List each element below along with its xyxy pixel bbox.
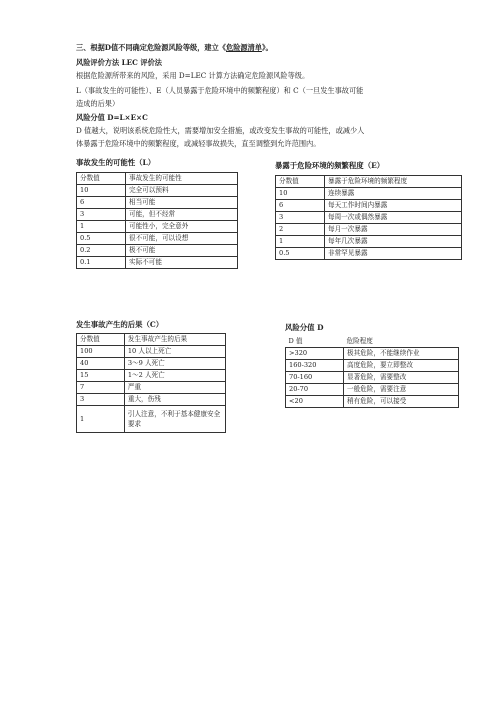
table-row: [77, 370, 226, 382]
table-row: [286, 360, 459, 372]
table-header-row: [286, 336, 459, 348]
d-description-line-1: D 值越大，说明该系统危险性大，需要增加安全措施，或改变发生事故的可能性，或减少人: [76, 126, 365, 135]
cell-score: 10: [77, 185, 126, 197]
cell-desc: 极其危险，不能继续作业: [344, 348, 459, 360]
cell-d-value: 70-160: [286, 372, 344, 384]
cell-desc: 实际不可能: [126, 257, 238, 269]
cell-score: 1: [77, 221, 126, 233]
table-row: [276, 188, 462, 200]
likelihood-table: [76, 172, 238, 269]
cell-desc: 10 人以上死亡: [124, 346, 225, 358]
header-danger-level: 危险程度: [344, 336, 459, 348]
cell-d-value: 160-320: [286, 360, 344, 372]
cell-desc: 稍有危险，可以接受: [344, 396, 459, 408]
header-d-value: D 值: [286, 336, 344, 348]
lec-description-line-1: L（事故发生的可能性）、E（人员暴露于危险环境中的频繁程度）和 C（一旦发生事故可能: [76, 86, 364, 95]
table-row: [77, 346, 226, 358]
table-row: [77, 394, 226, 406]
cell-score: 7: [77, 382, 125, 394]
table-d-title: 风险分值 D: [285, 323, 324, 332]
table-row: [276, 248, 462, 260]
cell-score: 100: [77, 346, 125, 358]
table-row: [286, 372, 459, 384]
cell-score: 3: [77, 394, 125, 406]
cell-desc: 引人注意，不利于基本健康安全要求: [124, 406, 225, 433]
heading-emphasis: 危险源清单: [226, 43, 262, 52]
d-description-line-2: 体暴露于危险环境中的频繁程度，或减轻事故损失，直至调整到允许范围内。: [76, 139, 321, 148]
cell-score: 6: [276, 200, 325, 212]
cell-d-value: 20-70: [286, 384, 344, 396]
cell-d-value: >320: [286, 348, 344, 360]
cell-desc: 严重: [124, 382, 225, 394]
cell-score: 15: [77, 370, 125, 382]
table-row: [77, 197, 238, 209]
table-row: [276, 224, 462, 236]
cell-desc: 3～9 人死亡: [124, 358, 225, 370]
cell-desc: 重大，伤残: [124, 394, 225, 406]
cell-desc: 非常罕见暴露: [325, 248, 462, 260]
cell-desc: 可能，但不经常: [126, 209, 238, 221]
formula-title: 风险分值 D=L×E×C: [76, 113, 148, 122]
header-score: 分数值: [276, 176, 325, 188]
table-row: [77, 221, 238, 233]
table-row: [77, 406, 226, 433]
table-header-row: [77, 334, 226, 346]
cell-desc: 极不可能: [126, 245, 238, 257]
header-score: 分数值: [77, 173, 126, 185]
cell-score: 0.2: [77, 245, 126, 257]
table-l-title: 事故发生的可能性（L）: [76, 158, 156, 167]
table-row: [77, 245, 238, 257]
cell-score: 1: [276, 236, 325, 248]
header-consequence: 发生事故产生的后果: [124, 334, 225, 346]
table-row: [77, 382, 226, 394]
cell-d-value: <20: [286, 396, 344, 408]
cell-desc: 很不可能，可以设想: [126, 233, 238, 245]
lec-description-line-2: 造成的后果）: [76, 99, 120, 108]
cell-score: 2: [276, 224, 325, 236]
risk-score-table: [285, 336, 459, 408]
cell-desc: 每天工作时间内暴露: [325, 200, 462, 212]
cell-desc: 可能性小，完全意外: [126, 221, 238, 233]
heading-suffix: 》。: [261, 43, 273, 52]
method-description: 根据危险源所带来的风险，采用 D=LEC 计算方法确定危险源风险等级。: [76, 71, 310, 80]
cell-desc: 相当可能: [126, 197, 238, 209]
table-row: [77, 209, 238, 221]
table-row: [276, 212, 462, 224]
section-heading: [76, 42, 273, 53]
consequence-table: [76, 333, 226, 433]
cell-score: 0.1: [77, 257, 126, 269]
cell-score: 1: [77, 406, 125, 433]
cell-score: 3: [276, 212, 325, 224]
cell-desc: 一般危险，需要注意: [344, 384, 459, 396]
table-header-row: [276, 176, 462, 188]
cell-score: 40: [77, 358, 125, 370]
heading-prefix: 三、根据D值不同确定危险源风险等级，建立《: [76, 43, 226, 52]
cell-desc: 1～2 人死亡: [124, 370, 225, 382]
table-e-title: 暴露于危险环境的频繁程度（E）: [275, 161, 385, 170]
cell-desc: 每月一次暴露: [325, 224, 462, 236]
table-row: [77, 257, 238, 269]
header-exposure: 暴露于危险环境的频繁程度: [325, 176, 462, 188]
cell-score: 3: [77, 209, 126, 221]
cell-desc: 每周一次或偶然暴露: [325, 212, 462, 224]
cell-desc: 高度危险，要立即整改: [344, 360, 459, 372]
cell-score: 0.5: [276, 248, 325, 260]
cell-score: 0.5: [77, 233, 126, 245]
cell-desc: 每年几次暴露: [325, 236, 462, 248]
header-likelihood: 事故发生的可能性: [126, 173, 238, 185]
cell-score: 10: [276, 188, 325, 200]
table-row: [276, 236, 462, 248]
table-header-row: [77, 173, 238, 185]
header-score: 分数值: [77, 334, 125, 346]
method-title: 风险评价方法 LEC 评价法: [76, 58, 162, 67]
table-row: [276, 200, 462, 212]
table-row: [286, 348, 459, 360]
cell-desc: 显著危险，需要整改: [344, 372, 459, 384]
table-row: [77, 185, 238, 197]
cell-desc: 连续暴露: [325, 188, 462, 200]
table-row: [77, 358, 226, 370]
table-c-title: 发生事故产生的后果（C）: [76, 320, 164, 329]
table-row: [286, 396, 459, 408]
exposure-table: [275, 175, 462, 260]
cell-desc: 完全可以预料: [126, 185, 238, 197]
table-row: [77, 233, 238, 245]
cell-score: 6: [77, 197, 126, 209]
table-row: [286, 384, 459, 396]
